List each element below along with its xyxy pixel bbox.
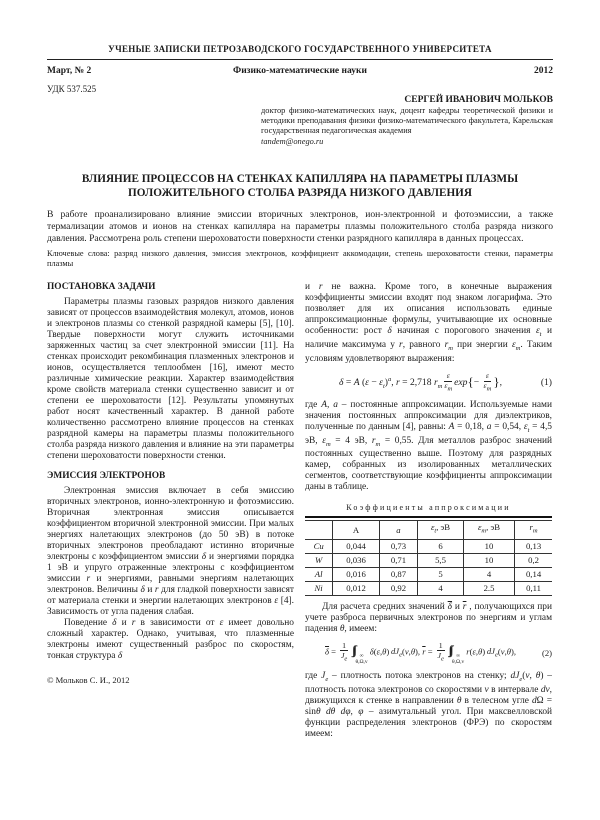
table-header-cell: $\varepsilon_t$, эВ [418, 520, 464, 539]
table-header-cell: A [333, 520, 380, 539]
table-header-cell [305, 520, 333, 539]
issue-meta-row [47, 66, 553, 76]
table-header-cell: $r_m$ [515, 520, 552, 539]
table-cell: 10 [463, 553, 514, 567]
formula-2-number: (2) [541, 648, 552, 659]
table-row [305, 539, 552, 553]
table-cell: 0,012 [333, 581, 380, 595]
table-top-rule [305, 516, 552, 518]
author-name: СЕРГЕЙ ИВАНОВИЧ МОЛЬКОВ [404, 95, 553, 105]
table-header-cell: a [379, 520, 417, 539]
table-cell: 0,11 [515, 581, 552, 595]
table-row-label: W [305, 553, 333, 567]
article-title: ВЛИЯНИЕ ПРОЦЕССОВ НА СТЕНКАХ КАПИЛЛЯРА НА ПАРАМЕТРЫ ПЛАЗМЫ ПОЛОЖИТЕЛЬНОГО СТОЛБА РАЗРЯДА НИЗКОГО ДАВЛЕНИЯ [81, 172, 519, 199]
approximation-table [305, 520, 552, 596]
section-label: Физико-математические науки [233, 66, 367, 76]
paragraph: Для расчета средних значений $\overline{\delta}$ и $\overline{r}$ , получающихся при учете разброса первичных электронов по энергиям и углам падения θ, имеем: [305, 601, 552, 634]
table-cell: 5 [418, 567, 464, 581]
table-row-label: Ni [305, 581, 333, 595]
keywords-text: Ключевые слова: разряд низкого давления, эмиссия электронов, коэффициент аккомодации, степень шероховатости стенки, параметры плазмы [47, 249, 553, 269]
table-cell: 10 [463, 539, 514, 553]
formula-2-body: $\overline{\delta}$ = $\frac{1}{J_e}$ ∫∫∫ ∞ θ,Ω,v δ(ε,θ) $dJ_e(v,\theta)$, $\overline{r}$ = $\frac{1}{J_e}$ ∫∫∫ ∞ θ,Ω,v r(ε,θ) $dJ_e(v,\theta)$, [325, 640, 516, 665]
formula-1 [305, 372, 552, 394]
table-cell: 0,044 [333, 539, 380, 553]
table-cell: 0,73 [379, 539, 417, 553]
column-left [47, 282, 294, 740]
journal-header-title: УЧЕНЫЕ ЗАПИСКИ ПЕТРОЗАВОДСКОГО ГОСУДАРСТВЕННОГО УНИВЕРСИТЕТА [108, 44, 492, 54]
author-email: tandem@onego.ru [261, 136, 324, 146]
year-label: 2012 [534, 66, 553, 76]
table-cell: 6 [418, 539, 464, 553]
header-rule [47, 59, 553, 60]
table-row-label: Al [305, 567, 333, 581]
table-cell: 0,87 [379, 567, 417, 581]
table-cell: 0,2 [515, 553, 552, 567]
table-row [305, 553, 552, 567]
paragraph: Электронная эмиссия включает в себя эмиссию вторичных электронов, ионно-электронную и фотоэмиссию. Вторичная электронная эмиссия описывается коэффициентом вторичной электронной эмиссии. При малых энергиях налетающих электронов (до 50 эВ) в потоке вторичных электронов преобладают истинно вторичные электроны с коэффициентом эмиссии δ и энергиями порядка 1 эВ и упруго отраженные электроны с коэффициентом эмиссии r и энергиями, равными энергиям налетающих электронов. Величины δ и r для гладкой поверхности зависят от материала стенки и энергии налетающих электронов ε [4]. Зависимость от угла падения слабая. [47, 486, 294, 618]
abstract-text: В работе проанализировано влияние эмиссии вторичных электронов, ион-электронной и фотоэмиссии, а также термализации атомов и ионов на стенках капилляра на параметры плазмы положительного столба разряда низкого давления. Рассмотрена роль степени шероховатости поверхности стенки разрядного капилляра в данных процессах. [47, 208, 553, 245]
paragraph: Поведение δ и r в зависимости от ε имеет довольно сложный характер. Однако, учитывая, что плазменные электроны имеют существенный разброс по скоростям, тонкая структура δ [47, 618, 294, 662]
table-caption: Коэффициенты аппроксимации [346, 503, 511, 513]
copyright-note: © Мольков С. И., 2012 [47, 675, 130, 686]
table-cell: 4 [463, 567, 514, 581]
table-cell: 4 [418, 581, 464, 595]
table-header-row [305, 520, 552, 539]
paragraph: где $J_e$ – плотность потока электронов на стенку; $dJ_e(v$, θ) – плотность потока электронов со скоростями v в интервале dv, движущихся к стенке в направлении θ в телесном угле dΩ = sinθ dθ dφ, φ – азимутальный угол. При максвелловской функции распределения электронов (ФРЭ) по скоростям имеем: [305, 671, 553, 740]
table-cell: 5,5 [418, 553, 464, 567]
table-row [305, 567, 552, 581]
table-cell: 0,14 [515, 567, 552, 581]
formula-2 [305, 642, 552, 666]
table-cell: 0,016 [333, 567, 380, 581]
table-cell: 2.5 [463, 581, 514, 595]
column-right [305, 282, 552, 740]
author-affiliation: доктор физико-математических наук, доцент кафедры теоретической физики и методики преподавания физики физико-математического факультета, Карельская государственная педагогическая академия [261, 106, 553, 136]
paragraph: Параметры плазмы газовых разрядов низкого давления зависят от процессов взаимодействия молекул, атомов, ионов и электронов плазмы со стенкой разрядной камеры [5], [10]. Твердые поверхности могут служить источниками заряженных частиц за счет электронной эмиссии [11]. На стенках происходит рекомбинация плазменных электронов и ионов, осуществляется теплообмен [16], имеют место различные химические реакции. Характер взаимодействия кроме свойств материала стенки существенно зависит и от степени ее шероховатости [12]. Результаты упомянутых работ носят качественный характер. В данной работе количественно рассмотрено влияние процессов на стенках разрядной камеры на параметры плазмы положительного столба разряда низкого давления и влияние на эти параметры степени шероховатости поверхности стенки. [47, 297, 294, 462]
table-header-cell: $\varepsilon_m$, эВ [463, 520, 514, 539]
paragraph: где A, a – постоянные аппроксимации. Используемые нами значения постоянных аппроксимации для диэлектриков, полученные по данным [4], равны: A = 0,18, a = 0,54, $\varepsilon_t = 4,5$ эВ, $\varepsilon_m = 4$ эВ, $r_m = 0,55$. Для металлов разброс значений постоянных существенно выше. Поэтому для разрядных камер, собранных из изолированных металлических сегментов, соответствующие коэффициенты аппроксимации даны в таблице. [305, 399, 553, 493]
table-cell: 0,13 [515, 539, 552, 553]
udk-label: УДК 537.525 [47, 84, 97, 94]
paragraph: и r не важна. Кроме того, в конечные выражения коэффициенты эмиссии входят под знаком логарифма. Это позволяет для их описания использовать единые аппроксимационные формулы, учитывающие их основные особенности: рост δ начиная с порогового значения $\varepsilon_t$ и наличие максимума у r, равного $r_m$ при энергии $\varepsilon_m$. Таким условиям удовлетворяют выражения: [305, 282, 552, 365]
formula-1-body: δ = A $(\varepsilon - \varepsilon_t)^a$, r = 2,718 $r_m$ $\frac{\varepsilon}{\varepsilon_m}$ exp{− $\frac{\varepsilon}{\varepsilon_m}$ }, [339, 371, 502, 393]
table-cell: 0,71 [379, 553, 417, 567]
issue-label: Март, № 2 [47, 66, 92, 76]
formula-1-number: (1) [540, 377, 552, 389]
author-block [261, 95, 553, 147]
table-row [305, 581, 552, 595]
table-cell: 0,92 [379, 581, 417, 595]
two-column-body [47, 282, 553, 740]
table-cell: 0,036 [333, 553, 380, 567]
table-row-label: Cu [305, 539, 333, 553]
section-heading-problem: ПОСТАНОВКА ЗАДАЧИ [47, 282, 156, 293]
section-heading-emission: ЭМИССИЯ ЭЛЕКТРОНОВ [47, 471, 166, 482]
